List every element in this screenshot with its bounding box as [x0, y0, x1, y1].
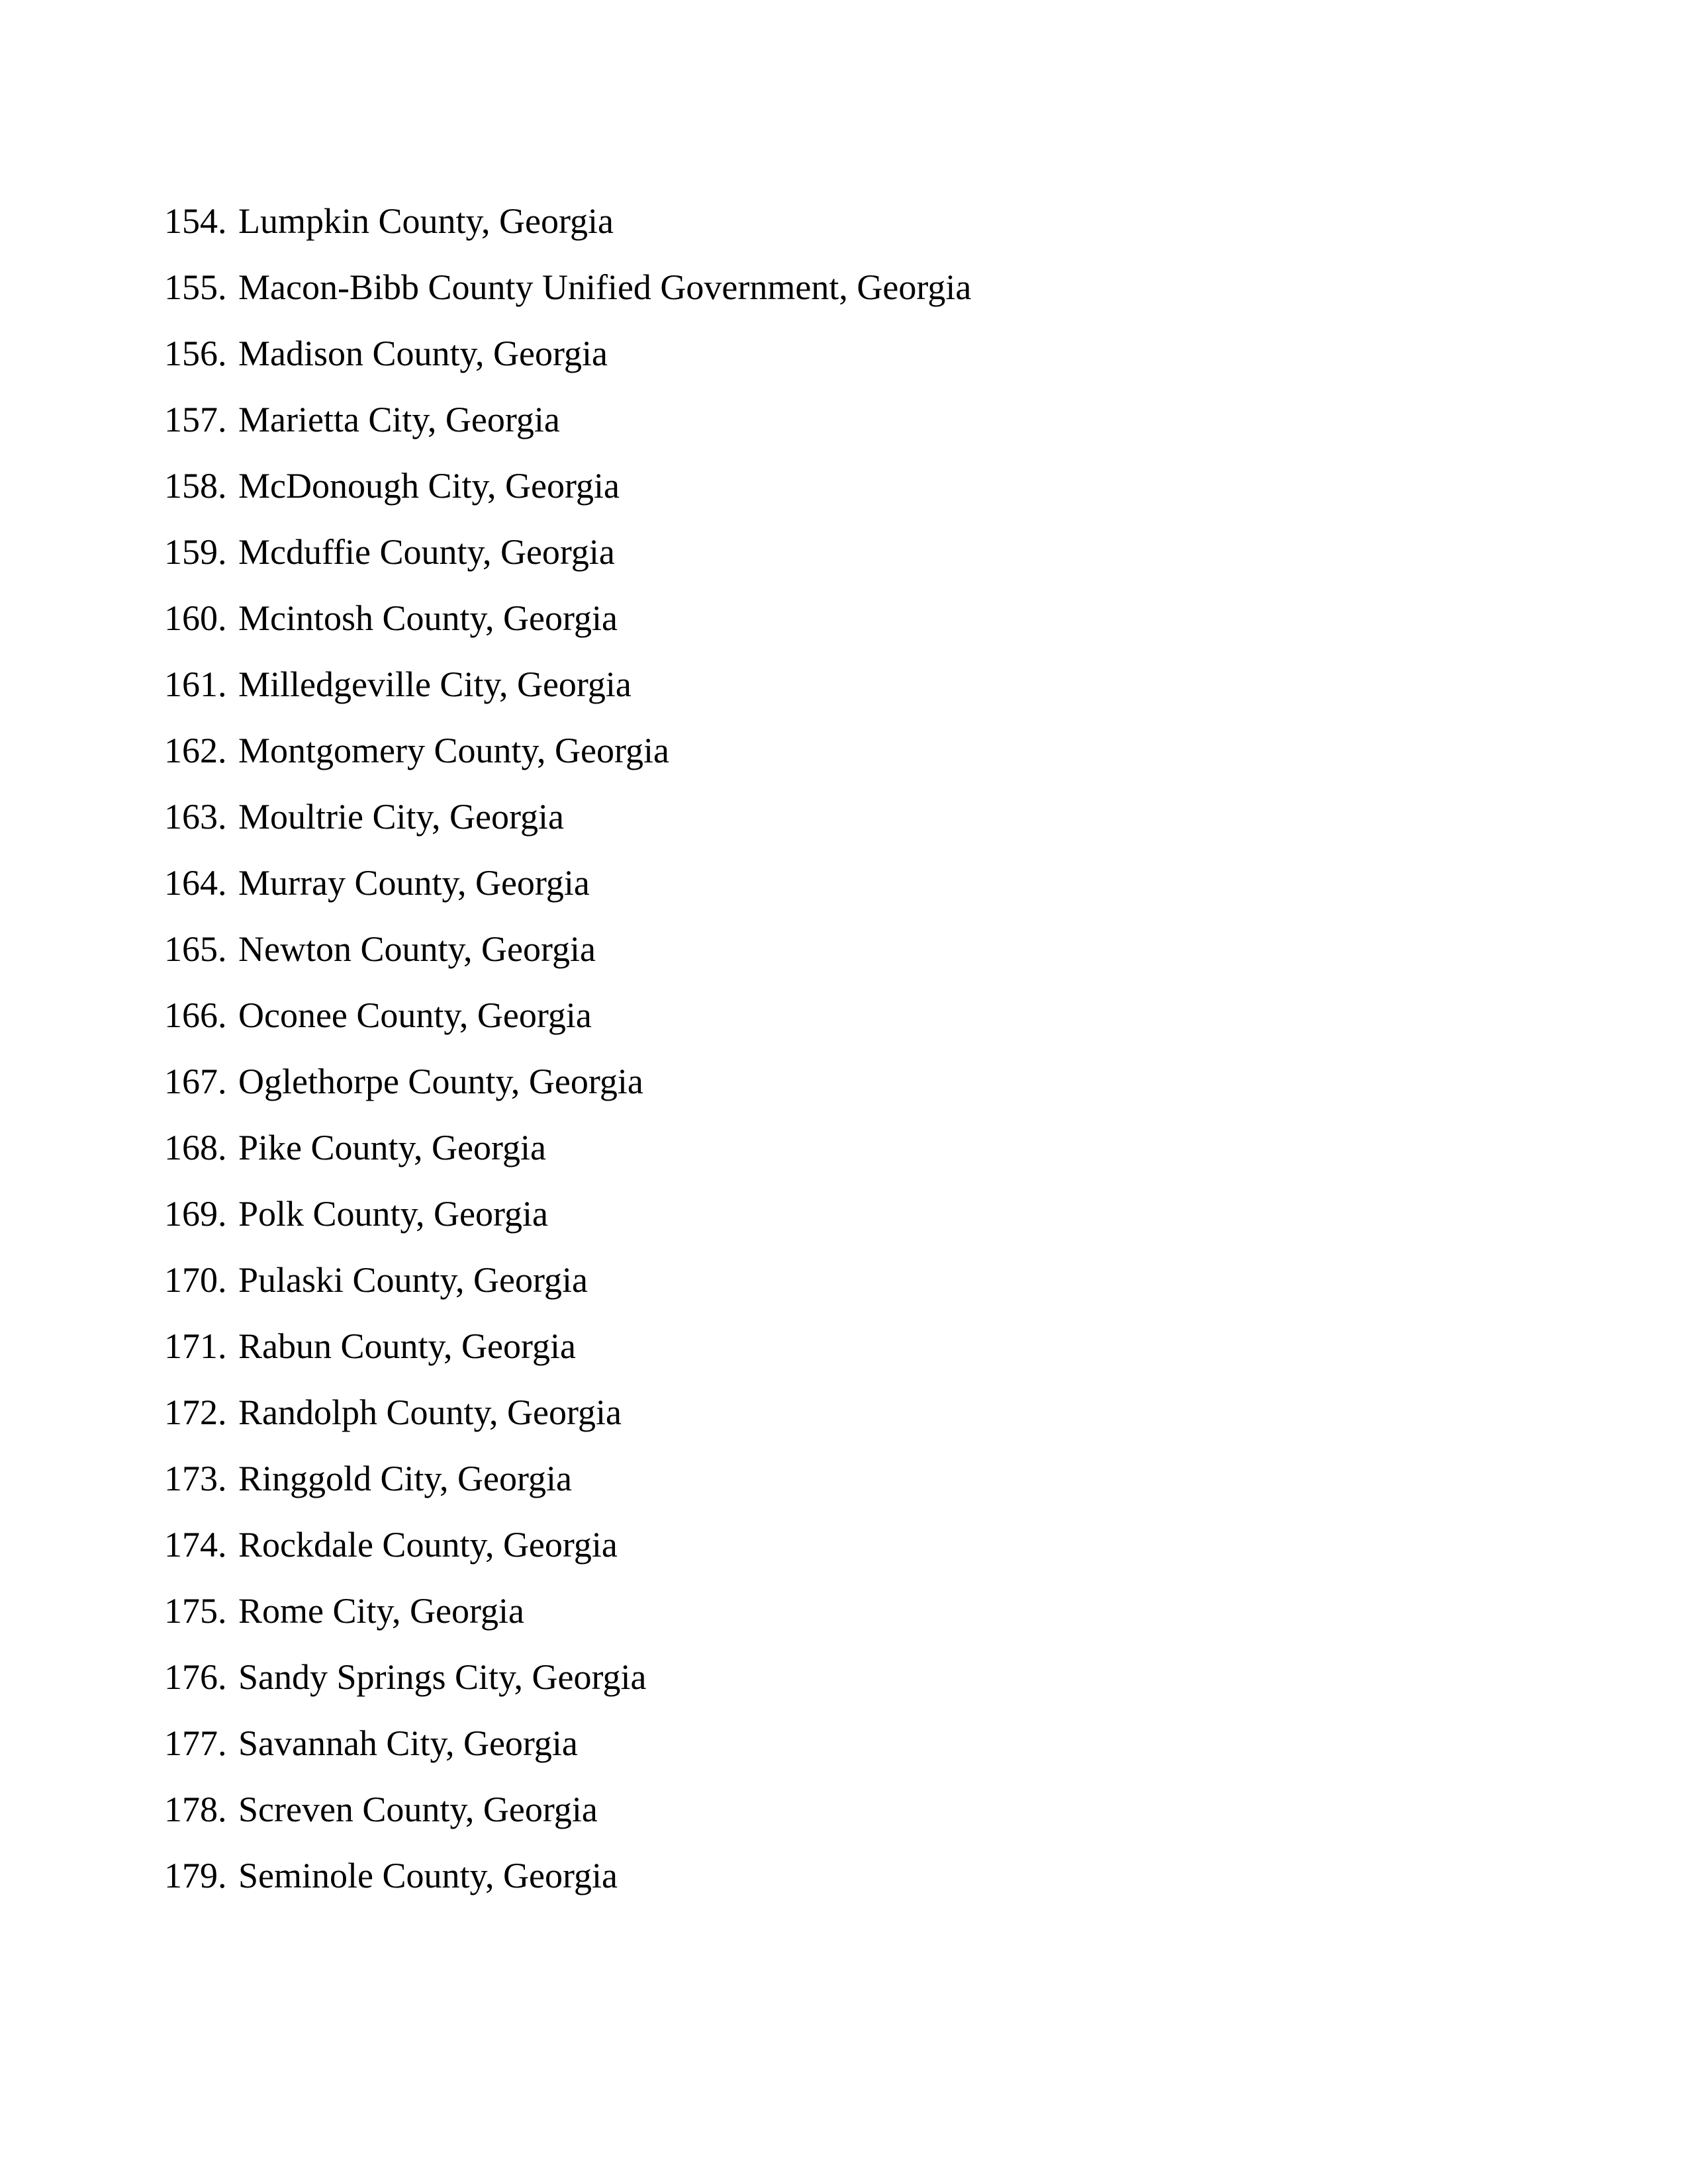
list-item [164, 1385, 971, 1451]
list-item-number: 165. [164, 929, 227, 969]
list-item-text: Seminole County, Georgia [238, 1856, 618, 1895]
list-item-number: 154. [164, 201, 227, 241]
list-item-text: Screven County, Georgia [238, 1790, 598, 1829]
list-item-number: 160. [164, 598, 227, 638]
list-item-text: Ringgold City, Georgia [238, 1459, 572, 1498]
list-item-text: Polk County, Georgia [238, 1194, 548, 1234]
list-item [164, 326, 971, 392]
jurisdiction-list [164, 194, 971, 1915]
list-item-number: 159. [164, 532, 227, 572]
list-item-text: Oglethorpe County, Georgia [238, 1062, 643, 1101]
list-item-number: 157. [164, 400, 227, 439]
list-item-text: Rabun County, Georgia [238, 1326, 576, 1366]
list-item-number: 156. [164, 334, 227, 373]
list-item [164, 1451, 971, 1518]
list-item [164, 1187, 971, 1253]
list-item [164, 1054, 971, 1120]
list-item [164, 591, 971, 657]
list-item [164, 1120, 971, 1187]
list-item-number: 164. [164, 863, 227, 903]
list-item-number: 161. [164, 664, 227, 704]
list-item-number: 172. [164, 1392, 227, 1432]
list-item-text: Moultrie City, Georgia [238, 797, 564, 837]
list-item [164, 1319, 971, 1385]
list-item-number: 171. [164, 1326, 227, 1366]
list-item [164, 1782, 971, 1848]
list-item-text: Newton County, Georgia [238, 929, 596, 969]
list-item-text: Savannah City, Georgia [238, 1723, 578, 1763]
list-item-number: 176. [164, 1657, 227, 1697]
list-item-text: Milledgeville City, Georgia [238, 664, 632, 704]
list-item [164, 1253, 971, 1319]
list-item-text: Mcduffie County, Georgia [238, 532, 615, 572]
list-item [164, 856, 971, 922]
list-item-text: Pike County, Georgia [238, 1128, 546, 1167]
list-item-text: McDonough City, Georgia [238, 466, 620, 506]
list-item-text: Madison County, Georgia [238, 334, 608, 373]
list-item-number: 175. [164, 1591, 227, 1631]
list-item-number: 169. [164, 1194, 227, 1234]
list-item-text: Marietta City, Georgia [238, 400, 560, 439]
list-item-number: 174. [164, 1525, 227, 1565]
list-item [164, 194, 971, 260]
list-item [164, 1584, 971, 1650]
list-item-number: 177. [164, 1723, 227, 1763]
list-item-text: Rockdale County, Georgia [238, 1525, 618, 1565]
list-item [164, 260, 971, 326]
list-item-number: 167. [164, 1062, 227, 1101]
list-item-text: Oconee County, Georgia [238, 995, 592, 1035]
list-item-text: Mcintosh County, Georgia [238, 598, 618, 638]
list-item [164, 1716, 971, 1782]
list-item-text: Pulaski County, Georgia [238, 1260, 588, 1300]
list-item [164, 1650, 971, 1716]
list-item [164, 657, 971, 723]
list-item [164, 392, 971, 459]
list-item [164, 988, 971, 1054]
list-item-text: Sandy Springs City, Georgia [238, 1657, 647, 1697]
list-item-number: 168. [164, 1128, 227, 1167]
list-item-number: 163. [164, 797, 227, 837]
list-item [164, 790, 971, 856]
list-item-text: Lumpkin County, Georgia [238, 201, 614, 241]
list-item-number: 173. [164, 1459, 227, 1498]
list-item-number: 178. [164, 1790, 227, 1829]
list-item-text: Randolph County, Georgia [238, 1392, 622, 1432]
list-item-number: 170. [164, 1260, 227, 1300]
list-item-number: 155. [164, 267, 227, 307]
list-item [164, 922, 971, 988]
list-item-number: 179. [164, 1856, 227, 1895]
list-item [164, 1518, 971, 1584]
list-item-number: 158. [164, 466, 227, 506]
list-item-text: Montgomery County, Georgia [238, 731, 669, 770]
list-item-text: Macon-Bibb County Unified Government, Georgia [238, 267, 972, 307]
list-item-number: 166. [164, 995, 227, 1035]
list-item [164, 459, 971, 525]
list-item [164, 1848, 971, 1915]
list-item [164, 525, 971, 591]
list-item [164, 723, 971, 790]
list-item-text: Murray County, Georgia [238, 863, 590, 903]
list-item-text: Rome City, Georgia [238, 1591, 524, 1631]
list-item-number: 162. [164, 731, 227, 770]
